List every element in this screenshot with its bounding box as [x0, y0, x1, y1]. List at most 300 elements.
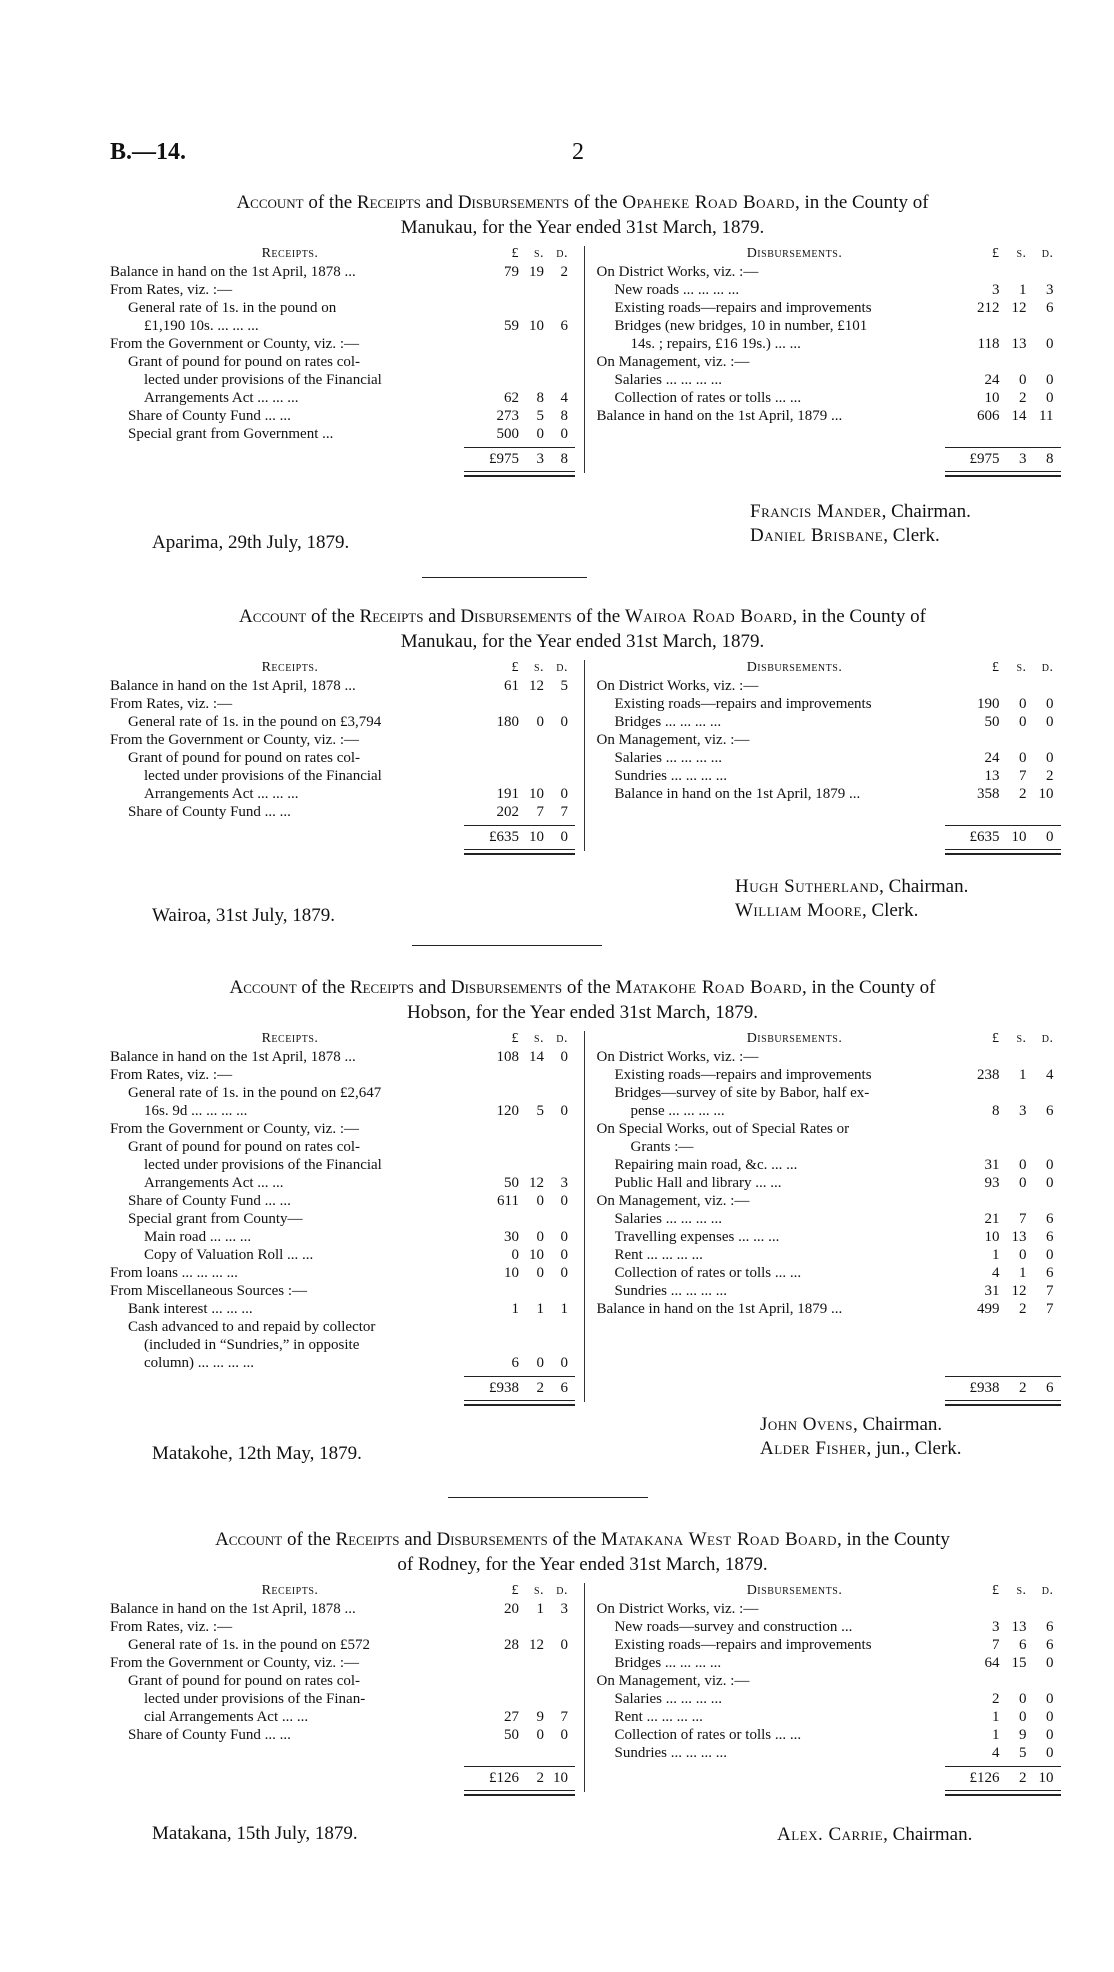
- receipt-row: [110, 767, 584, 785]
- document-reference: B.—14.: [110, 139, 187, 165]
- line-item-text: Grants :—: [630, 1139, 694, 1155]
- line-item-text: General rate of 1s. in the pound on £2,647: [128, 1085, 382, 1101]
- spacer: [585, 425, 1056, 443]
- amount-shillings: 0: [1019, 1691, 1027, 1707]
- amount-pounds: 6: [511, 1355, 519, 1371]
- disbursements-header-row: [585, 1031, 1056, 1048]
- total-rule: [464, 1376, 575, 1377]
- amount-shillings: 3: [1019, 1103, 1027, 1119]
- line-item-text: Existing roads—repairs and improvements: [614, 696, 872, 712]
- amount-pounds: 50: [984, 714, 1000, 730]
- amount-pence: 0: [560, 714, 568, 730]
- amount-pence: 0: [560, 1103, 568, 1119]
- line-item-text: Sundries ... ... ... ...: [614, 1745, 727, 1761]
- line-item-text: cial Arrangements Act ... ...: [144, 1709, 309, 1725]
- disbursement-row: [585, 335, 1056, 353]
- line-item-text: lected under provisions of the Financial: [144, 768, 382, 784]
- disbursements-total-row: [585, 1372, 1056, 1402]
- receipt-row: [110, 1654, 584, 1672]
- amount-pounds: 20: [504, 1601, 519, 1617]
- amount-shillings: 1: [1019, 1067, 1027, 1083]
- receipt-row: [110, 263, 584, 281]
- disbursement-row: [585, 371, 1056, 389]
- amount-shillings: 12: [1011, 300, 1027, 316]
- amount-shillings: 2: [1019, 786, 1027, 802]
- total-pounds: £938: [969, 1380, 1000, 1396]
- amount-pence: 3: [560, 1601, 568, 1617]
- receipt-row: [110, 731, 584, 749]
- line-item-text: Salaries ... ... ... ...: [614, 1211, 722, 1227]
- title-word-disbursements: Disbursements: [450, 977, 563, 998]
- amount-pounds: 50: [504, 1727, 519, 1743]
- place-and-date: Aparima, 29th July, 1879.: [152, 532, 350, 553]
- amount-shillings: 2: [1019, 390, 1027, 406]
- total-double-rule: [464, 849, 575, 855]
- currency-heading-pence: d.: [556, 660, 568, 675]
- line-item-text: Grant of pound for pound on rates col-: [128, 750, 361, 766]
- amount-shillings: 10: [529, 1247, 544, 1263]
- disbursement-row: [585, 767, 1056, 785]
- disbursement-row: [585, 1282, 1056, 1300]
- signature-line: [735, 899, 968, 923]
- amount-pence: 0: [1046, 372, 1054, 388]
- board-name: Matakohe Road Board: [615, 977, 802, 998]
- line-item-text: Arrangements Act ... ...: [144, 1175, 284, 1191]
- receipt-row: [110, 371, 584, 389]
- receipts-total-row: [110, 1372, 584, 1402]
- receipt-row: [110, 1672, 584, 1690]
- amount-pounds: 4: [992, 1265, 1000, 1281]
- amount-pounds: 50: [504, 1175, 519, 1191]
- signatory-name: William Moore: [735, 900, 862, 921]
- amount-shillings: 7: [536, 804, 544, 820]
- receipt-row: [110, 1246, 584, 1264]
- signatory-role: , jun., Clerk.: [866, 1438, 962, 1459]
- line-item-text: Repairing main road, &c. ... ...: [614, 1157, 798, 1173]
- receipt-row: [110, 335, 584, 353]
- disbursements-heading: Disbursements.: [746, 246, 843, 261]
- section-divider: [448, 1497, 648, 1498]
- currency-heading-pounds: £: [992, 660, 1000, 675]
- amount-pence: 7: [1046, 1283, 1054, 1299]
- amount-pounds: 1: [992, 1709, 1000, 1725]
- currency-heading-pounds: £: [992, 1031, 1000, 1046]
- line-item-text: On District Works, viz. :—: [596, 1049, 759, 1065]
- amount-pence: 3: [1046, 282, 1054, 298]
- line-item-text: On Management, viz. :—: [596, 732, 750, 748]
- total-shillings: 2: [1019, 1380, 1027, 1396]
- total-rule: [945, 1766, 1061, 1767]
- receipt-row: [110, 1282, 584, 1300]
- total-double-rule: [945, 471, 1061, 477]
- line-item-text: Travelling expenses ... ... ...: [614, 1229, 780, 1245]
- total-shillings: 2: [536, 1380, 544, 1396]
- amount-pence: 0: [1046, 1691, 1054, 1707]
- signatures: [750, 500, 971, 548]
- disbursement-row: [585, 695, 1056, 713]
- disbursement-row: [585, 1744, 1056, 1762]
- amount-pounds: 3: [992, 1619, 1000, 1635]
- line-item-text: Cash advanced to and repaid by collector: [128, 1319, 376, 1335]
- section-divider: [412, 945, 602, 946]
- currency-heading-pounds: £: [992, 246, 1000, 261]
- total-shillings: 2: [1019, 1770, 1027, 1786]
- disbursement-row: [585, 1120, 1056, 1138]
- line-item-text: Balance in hand on the 1st April, 1878 ...: [110, 1601, 356, 1617]
- disbursement-row: [585, 1672, 1056, 1690]
- amount-pounds: 0: [511, 1247, 519, 1263]
- receipts-total-row: [110, 1762, 584, 1792]
- currency-heading-pence: d.: [1041, 660, 1054, 675]
- amount-pence: 6: [560, 318, 568, 334]
- title-connector: of the: [547, 1529, 601, 1550]
- currency-heading-pence: d.: [1041, 1583, 1054, 1598]
- amount-pence: 7: [560, 804, 568, 820]
- amount-shillings: 0: [536, 714, 544, 730]
- line-item-text: Main road ... ... ...: [144, 1229, 252, 1245]
- signatory-role: , Chairman.: [879, 876, 969, 897]
- receipt-row: [110, 1726, 584, 1744]
- receipt-row: [110, 1102, 584, 1120]
- amount-pounds: 31: [984, 1157, 1000, 1173]
- amount-pence: 0: [1046, 390, 1054, 406]
- signature-line: [760, 1437, 962, 1461]
- receipt-row: [110, 1636, 584, 1654]
- disbursements-table: [584, 1583, 1056, 1792]
- total-shillings: 10: [1011, 829, 1027, 845]
- disbursement-row: [585, 281, 1056, 299]
- total-double-rule: [945, 1790, 1061, 1796]
- disbursements-header-row: [585, 660, 1056, 677]
- line-item-text: From the Government or County, viz. :—: [110, 1121, 359, 1137]
- currency-heading-pounds: £: [992, 1583, 1000, 1598]
- total-shillings: 3: [1019, 451, 1027, 467]
- total-double-rule: [464, 471, 575, 477]
- disbursements-heading: Disbursements.: [746, 660, 843, 675]
- line-item-text: lected under provisions of the Finan-: [144, 1691, 366, 1707]
- disbursement-row: [585, 1600, 1056, 1618]
- total-shillings: 10: [529, 829, 544, 845]
- line-item-text: From loans ... ... ... ...: [110, 1265, 238, 1281]
- disbursements-heading: Disbursements.: [746, 1031, 843, 1046]
- receipt-row: [110, 1066, 584, 1084]
- disbursement-row: [585, 1228, 1056, 1246]
- receipt-row: [110, 317, 584, 335]
- amount-pence: 0: [1046, 1175, 1054, 1191]
- amount-shillings: 1: [536, 1301, 544, 1317]
- disbursements-table: [584, 1031, 1056, 1402]
- disbursement-row: [585, 785, 1056, 803]
- signatory-name: John Ovens: [760, 1414, 853, 1435]
- amount-pence: 10: [1038, 786, 1054, 802]
- amount-shillings: 13: [1011, 336, 1027, 352]
- signatory-name: Alder Fisher: [760, 1438, 867, 1459]
- amount-shillings: 10: [529, 786, 544, 802]
- currency-heading-pence: d.: [1041, 246, 1054, 261]
- line-item-text: column) ... ... ... ...: [144, 1355, 254, 1371]
- line-item-text: Existing roads—repairs and improvements: [614, 1067, 872, 1083]
- title-connector: of the: [282, 1529, 336, 1550]
- spacer: [110, 1744, 584, 1762]
- amount-pence: 0: [560, 1727, 568, 1743]
- title-county: , in the County of: [792, 606, 926, 627]
- line-item-text: Balance in hand on the 1st April, 1878 ...: [110, 678, 356, 694]
- disbursement-row: [585, 1300, 1056, 1318]
- amount-pence: 0: [560, 1637, 568, 1653]
- title-line-2: Manukau, for the Year ended 31st March, 1879.: [400, 631, 765, 652]
- amount-shillings: 12: [529, 678, 544, 694]
- disbursement-row: [585, 731, 1056, 749]
- total-pounds: £635: [489, 829, 519, 845]
- disbursements-total-row: [585, 821, 1056, 851]
- receipt-row: [110, 1084, 584, 1102]
- amount-pounds: 1: [992, 1727, 1000, 1743]
- total-pounds: £126: [489, 1770, 519, 1786]
- total-double-rule: [464, 1400, 575, 1406]
- amount-shillings: 0: [536, 1355, 544, 1371]
- total-rule: [464, 447, 575, 448]
- amount-pounds: 212: [977, 300, 1000, 316]
- signatures: [735, 875, 968, 923]
- total-rule: [464, 1766, 575, 1767]
- amount-shillings: 5: [1019, 1745, 1027, 1761]
- amount-shillings: 0: [1019, 1157, 1027, 1173]
- receipt-row: [110, 1690, 584, 1708]
- receipt-row: [110, 1048, 584, 1066]
- total-pence: 8: [1046, 451, 1054, 467]
- title-line-2: Manukau, for the Year ended 31st March, 1879.: [400, 217, 765, 238]
- spacer: [585, 803, 1056, 821]
- amount-pence: 11: [1039, 408, 1054, 424]
- title-word-account: Account: [239, 606, 307, 627]
- title-connector: of the: [296, 977, 350, 998]
- disbursement-row: [585, 1264, 1056, 1282]
- amount-pence: 6: [1046, 1211, 1054, 1227]
- amount-pounds: 611: [497, 1193, 519, 1209]
- amount-pounds: 273: [496, 408, 519, 424]
- signature-line: [735, 875, 968, 899]
- amount-shillings: 0: [1019, 1175, 1027, 1191]
- line-item-text: On District Works, viz. :—: [596, 264, 759, 280]
- amount-pence: 6: [1046, 300, 1054, 316]
- signature-line: [777, 1823, 972, 1847]
- amount-pounds: 93: [984, 1175, 1000, 1191]
- line-item-text: Share of County Fund ... ...: [128, 1727, 291, 1743]
- place-and-date: Matakohe, 12th May, 1879.: [152, 1443, 362, 1464]
- board-name: Opaheke Road Board: [622, 192, 796, 213]
- line-item-text: From the Government or County, viz. :—: [110, 732, 359, 748]
- amount-pence: 0: [1046, 1655, 1054, 1671]
- line-item-text: From Rates, viz. :—: [110, 696, 233, 712]
- line-item-text: lected under provisions of the Financial: [144, 372, 382, 388]
- disbursements-table: [584, 246, 1056, 473]
- amount-pence: 6: [1046, 1637, 1054, 1653]
- receipts-total-row: [110, 821, 584, 851]
- amount-shillings: 0: [536, 1265, 544, 1281]
- amount-shillings: 9: [536, 1709, 544, 1725]
- disbursement-row: [585, 1192, 1056, 1210]
- receipt-row: [110, 1708, 584, 1726]
- amount-pounds: 3: [992, 282, 1000, 298]
- title-word-disbursements: Disbursements: [457, 192, 570, 213]
- receipt-row: [110, 749, 584, 767]
- line-item-text: Balance in hand on the 1st April, 1879 ...: [596, 408, 843, 424]
- line-item-text: Special grant from County—: [128, 1211, 303, 1227]
- receipts-heading: Receipts.: [261, 660, 319, 675]
- line-item-text: £1,190 10s. ... ... ...: [144, 318, 259, 334]
- account-title: [110, 1527, 1055, 1577]
- receipt-row: [110, 1318, 584, 1336]
- receipt-row: [110, 1618, 584, 1636]
- amount-pence: 2: [1046, 768, 1054, 784]
- amount-pence: 0: [1046, 1709, 1054, 1725]
- amount-pence: 6: [1046, 1619, 1054, 1635]
- line-item-text: Copy of Valuation Roll ... ...: [144, 1247, 314, 1263]
- total-double-rule: [945, 849, 1061, 855]
- amount-pounds: 24: [984, 750, 1000, 766]
- line-item-text: From the Government or County, viz. :—: [110, 336, 359, 352]
- title-connector: of the: [562, 977, 616, 998]
- signatory-name: Alex. Carrie: [777, 1824, 884, 1845]
- currency-heading-shillings: s.: [1016, 1583, 1027, 1598]
- currency-heading-pence: d.: [556, 246, 568, 261]
- line-item-text: Bridges ... ... ... ...: [614, 1655, 722, 1671]
- amount-pounds: 120: [496, 1103, 519, 1119]
- total-pounds: £938: [489, 1380, 519, 1396]
- page-number: 2: [572, 139, 584, 165]
- amount-pence: 6: [1046, 1265, 1054, 1281]
- amount-pence: 0: [1046, 1727, 1054, 1743]
- disbursements-total-row: [585, 443, 1056, 473]
- line-item-text: General rate of 1s. in the pound on £3,794: [128, 714, 382, 730]
- disbursement-row: [585, 1066, 1056, 1084]
- amount-pence: 5: [560, 678, 568, 694]
- amount-shillings: 0: [1019, 1709, 1027, 1725]
- line-item-text: On Management, viz. :—: [596, 354, 750, 370]
- title-word-disbursements: Disbursements: [436, 1529, 548, 1550]
- title-county: , in the County of: [795, 192, 929, 213]
- amount-shillings: 0: [536, 1229, 544, 1245]
- amount-shillings: 14: [529, 1049, 544, 1065]
- amount-shillings: 0: [536, 1193, 544, 1209]
- line-item-text: Existing roads—repairs and improvements: [614, 1637, 872, 1653]
- line-item-text: Salaries ... ... ... ...: [614, 372, 722, 388]
- amount-shillings: 0: [536, 1727, 544, 1743]
- currency-heading-pence: d.: [556, 1031, 568, 1046]
- amount-shillings: 14: [1011, 408, 1027, 424]
- title-word-receipts: Receipts: [359, 606, 424, 627]
- total-shillings: 3: [536, 451, 544, 467]
- amount-pence: 3: [560, 1175, 568, 1191]
- line-item-text: Public Hall and library ... ...: [614, 1175, 782, 1191]
- page-header: [110, 139, 1055, 169]
- line-item-text: Share of County Fund ... ...: [128, 804, 291, 820]
- amount-pence: 0: [1046, 714, 1054, 730]
- amount-pounds: 28: [504, 1637, 519, 1653]
- account-title: [110, 604, 1055, 654]
- amount-shillings: 0: [1019, 1247, 1027, 1263]
- currency-heading-shillings: s.: [533, 660, 544, 675]
- receipts-header-row: [110, 660, 584, 677]
- receipts-heading: Receipts.: [261, 1583, 319, 1598]
- amount-pounds: 7: [992, 1637, 1000, 1653]
- line-item-text: Collection of rates or tolls ... ...: [614, 390, 802, 406]
- amount-pounds: 238: [977, 1067, 1000, 1083]
- account-title: [110, 975, 1055, 1025]
- title-county: , in the County: [836, 1529, 950, 1550]
- amount-pounds: 500: [496, 426, 519, 442]
- account-tables: [110, 1031, 1055, 1402]
- spacer: [585, 1318, 1056, 1372]
- line-item-text: Existing roads—repairs and improvements: [614, 300, 872, 316]
- disbursement-row: [585, 1210, 1056, 1228]
- amount-pounds: 1: [511, 1301, 519, 1317]
- amount-pounds: 13: [984, 768, 1000, 784]
- receipt-row: [110, 425, 584, 443]
- signatures: [760, 1413, 962, 1461]
- currency-heading-shillings: s.: [1016, 660, 1027, 675]
- amount-pence: 0: [560, 1355, 568, 1371]
- receipt-row: [110, 1228, 584, 1246]
- amount-pounds: 10: [984, 1229, 1000, 1245]
- disbursement-row: [585, 1618, 1056, 1636]
- disbursement-row: [585, 1654, 1056, 1672]
- amount-pence: 0: [1046, 1247, 1054, 1263]
- amount-shillings: 8: [536, 390, 544, 406]
- amount-pounds: 190: [977, 696, 1000, 712]
- amount-shillings: 7: [1019, 768, 1027, 784]
- disbursement-row: [585, 299, 1056, 317]
- title-connector: and: [413, 977, 451, 998]
- receipts-heading: Receipts.: [261, 1031, 319, 1046]
- amount-pounds: 191: [496, 786, 519, 802]
- amount-pounds: 1: [992, 1247, 1000, 1263]
- amount-shillings: 9: [1019, 1727, 1027, 1743]
- amount-shillings: 1: [1019, 1265, 1027, 1281]
- amount-pence: 7: [1046, 1301, 1054, 1317]
- line-item-text: Collection of rates or tolls ... ...: [614, 1265, 802, 1281]
- amount-pence: 0: [1046, 1745, 1054, 1761]
- amount-shillings: 0: [536, 426, 544, 442]
- line-item-text: Arrangements Act ... ... ...: [144, 786, 299, 802]
- signatory-role: , Clerk.: [883, 525, 940, 546]
- amount-pence: 0: [560, 786, 568, 802]
- line-item-text: Balance in hand on the 1st April, 1879 ...: [614, 786, 861, 802]
- disbursement-row: [585, 1246, 1056, 1264]
- receipt-row: [110, 1264, 584, 1282]
- disbursements-table: [584, 660, 1056, 851]
- line-item-text: Bridges—survey of site by Babor, half ex-: [614, 1085, 870, 1101]
- currency-heading-shillings: s.: [533, 1031, 544, 1046]
- amount-shillings: 13: [1011, 1619, 1027, 1635]
- amount-pence: 4: [1046, 1067, 1054, 1083]
- total-pence: 0: [560, 829, 568, 845]
- total-pounds: £635: [969, 829, 1000, 845]
- amount-shillings: 1: [536, 1601, 544, 1617]
- line-item-text: New roads—survey and construction ...: [614, 1619, 853, 1635]
- amount-pence: 7: [560, 1709, 568, 1725]
- line-item-text: General rate of 1s. in the pound on: [128, 300, 337, 316]
- amount-shillings: 0: [1019, 750, 1027, 766]
- receipt-row: [110, 1156, 584, 1174]
- total-pounds: £975: [969, 451, 1000, 467]
- place-and-date: Matakana, 15th July, 1879.: [152, 1823, 358, 1844]
- disbursement-row: [585, 1174, 1056, 1192]
- total-rule: [464, 825, 575, 826]
- signatory-name: Francis Mander: [750, 501, 882, 522]
- amount-shillings: 13: [1011, 1229, 1027, 1245]
- place-and-date: Wairoa, 31st July, 1879.: [152, 905, 335, 926]
